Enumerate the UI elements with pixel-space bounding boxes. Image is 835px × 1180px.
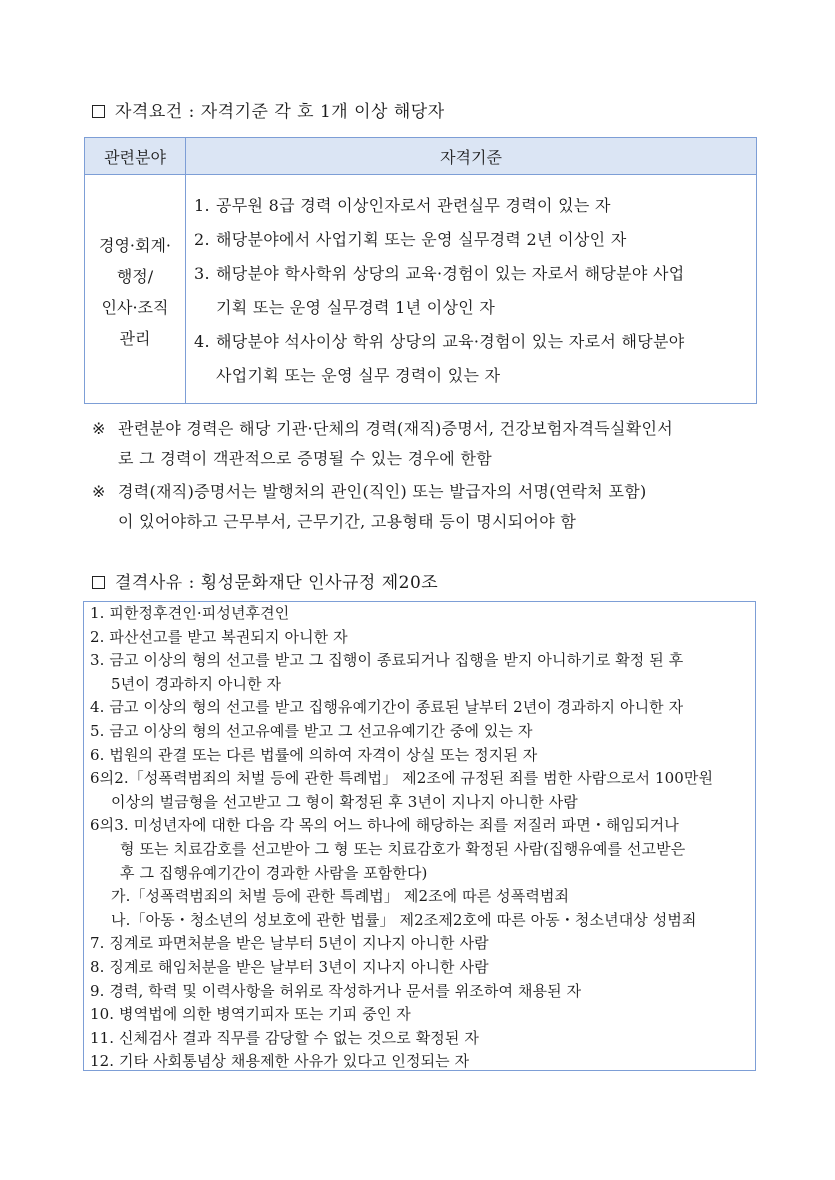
criteria-item	[194, 325, 748, 393]
list-item: 10. 병역법에 의한 병역기피자 또는 기피 중인 자	[90, 1005, 411, 1024]
note-text: 관련분야 경력은 해당 기관·단체의 경력(재직)증명서, 건강보험자격득실확인서	[118, 419, 673, 438]
criteria-text: 해당분야에서 사업기획 또는 운영 실무경력 2년 이상인 자	[216, 230, 627, 249]
criteria-text: 사업기획 또는 운영 실무 경력이 있는 자	[216, 366, 501, 385]
table-row	[85, 175, 757, 404]
notes	[92, 414, 762, 540]
list-item-continuation: 이상의 벌금형을 선고받고 그 형이 확정된 후 3년이 지나지 아니한 사람	[111, 792, 578, 811]
list-subitem: 가.「성폭력범죄의 처벌 등에 관한 특례법」 제2조에 따른 성폭력범죄	[111, 887, 570, 906]
disqualifications-heading-text: 결격사유 : 횡성문화재단 인사규정 제20조	[115, 573, 439, 593]
criteria-number: 1.	[194, 196, 210, 215]
list-item: 2. 파산선고를 받고 복권되지 아니한 자	[90, 627, 348, 646]
criteria-cell	[186, 175, 757, 404]
table-header-row	[85, 138, 757, 175]
disqualifications-heading	[92, 568, 438, 593]
field-line: 경영·회계·	[99, 235, 171, 255]
field-cell	[85, 175, 186, 404]
qualifications-heading	[92, 97, 445, 122]
list-item: 9. 경력, 학력 및 이력사항을 허위로 작성하거나 문서를 위조하여 채용된 자	[90, 981, 582, 1000]
field-line: 인사·조직	[101, 297, 169, 317]
checkbox-square-icon	[92, 576, 105, 589]
criteria-text: 기획 또는 운영 실무경력 1년 이상인 자	[216, 298, 496, 317]
list-item: 8. 징계로 해임처분을 받은 날부터 3년이 지나지 아니한 사람	[90, 957, 489, 976]
criteria-number: 4.	[194, 332, 210, 351]
criteria-text: 공무원 8급 경력 이상인자로서 관련실무 경력이 있는 자	[216, 196, 611, 215]
qualifications-heading-text: 자격요건 : 자격기준 각 호 1개 이상 해당자	[115, 102, 445, 122]
note-text: 로 그 경력이 객관적으로 증명될 수 있는 경우에 한함	[118, 449, 492, 468]
qualifications-table	[84, 137, 757, 404]
list-item: 7. 징계로 파면처분을 받은 날부터 5년이 지나지 아니한 사람	[90, 934, 489, 953]
note-text: 경력(재직)증명서는 발행처의 관인(직인) 또는 발급자의 서명(연락처 포함)	[118, 482, 647, 501]
list-item-continuation: 후 그 집행유예기간이 경과한 사람을 포함한다)	[120, 863, 428, 882]
list-item: 11. 신체검사 결과 직무를 감당할 수 없는 것으로 확정된 자	[90, 1028, 479, 1047]
list-item: 5. 금고 이상의 형의 선고유예를 받고 그 선고유예기간 중에 있는 자	[90, 721, 533, 740]
list-item: 4. 금고 이상의 형의 선고를 받고 집행유예기간이 종료된 날부터 2년이 경과하지 아니한 자	[90, 698, 684, 717]
checkbox-square-icon	[92, 105, 105, 118]
list-item-continuation: 형 또는 치료감호를 선고받아 그 형 또는 치료감호가 확정된 사람(집행유예를 선고받은	[120, 839, 686, 858]
list-subitem: 나.「아동・청소년의 성보호에 관한 법률」 제2조제2호에 따른 아동・청소년대상 성범죄	[111, 910, 697, 929]
list-item: 6의3. 미성년자에 대한 다음 각 목의 어느 하나에 해당하는 죄를 저질러 파면・해임되거나	[90, 816, 679, 835]
list-item: 3. 금고 이상의 형의 선고를 받고 그 집행이 종료되거나 집행을 받지 아니하기로 확정 된 후	[90, 651, 684, 670]
list-item: 6의2.「성폭력범죄의 처벌 등에 관한 특례법」 제2조에 규정된 죄를 범한 사람으로서 100만원	[90, 769, 714, 788]
list-item: 12. 기타 사회통념상 채용제한 사유가 있다고 인정되는 자	[90, 1052, 470, 1071]
reference-mark-icon: ※	[92, 482, 106, 501]
criteria-item	[194, 223, 748, 257]
criteria-number: 2.	[194, 230, 210, 249]
note-item	[92, 414, 762, 474]
reference-mark-icon: ※	[92, 419, 106, 438]
header-field: 관련분야	[85, 138, 186, 175]
field-line: 행정/	[116, 266, 154, 286]
list-item-continuation: 5년이 경과하지 아니한 자	[111, 674, 282, 693]
note-item	[92, 477, 762, 537]
criteria-number: 3.	[194, 264, 210, 283]
criteria-text: 해당분야 석사이상 학위 상당의 교육·경험이 있는 자로서 해당분야	[216, 332, 685, 351]
field-line: 관리	[119, 328, 151, 348]
list-item: 1. 피한정후견인·피성년후견인	[90, 604, 290, 622]
note-text: 이 있어야하고 근무부서, 근무기간, 고용형태 등이 명시되어야 함	[118, 512, 577, 531]
disqualifications-box	[83, 601, 756, 1071]
criteria-item	[194, 189, 748, 223]
criteria-text: 해당분야 학사학위 상당의 교육·경험이 있는 자로서 해당분야 사업	[216, 264, 685, 283]
list-item: 6. 법원의 관결 또는 다른 법률에 의하여 자격이 상실 또는 정지된 자	[90, 745, 538, 764]
criteria-item	[194, 257, 748, 325]
header-criteria: 자격기준	[186, 138, 757, 175]
